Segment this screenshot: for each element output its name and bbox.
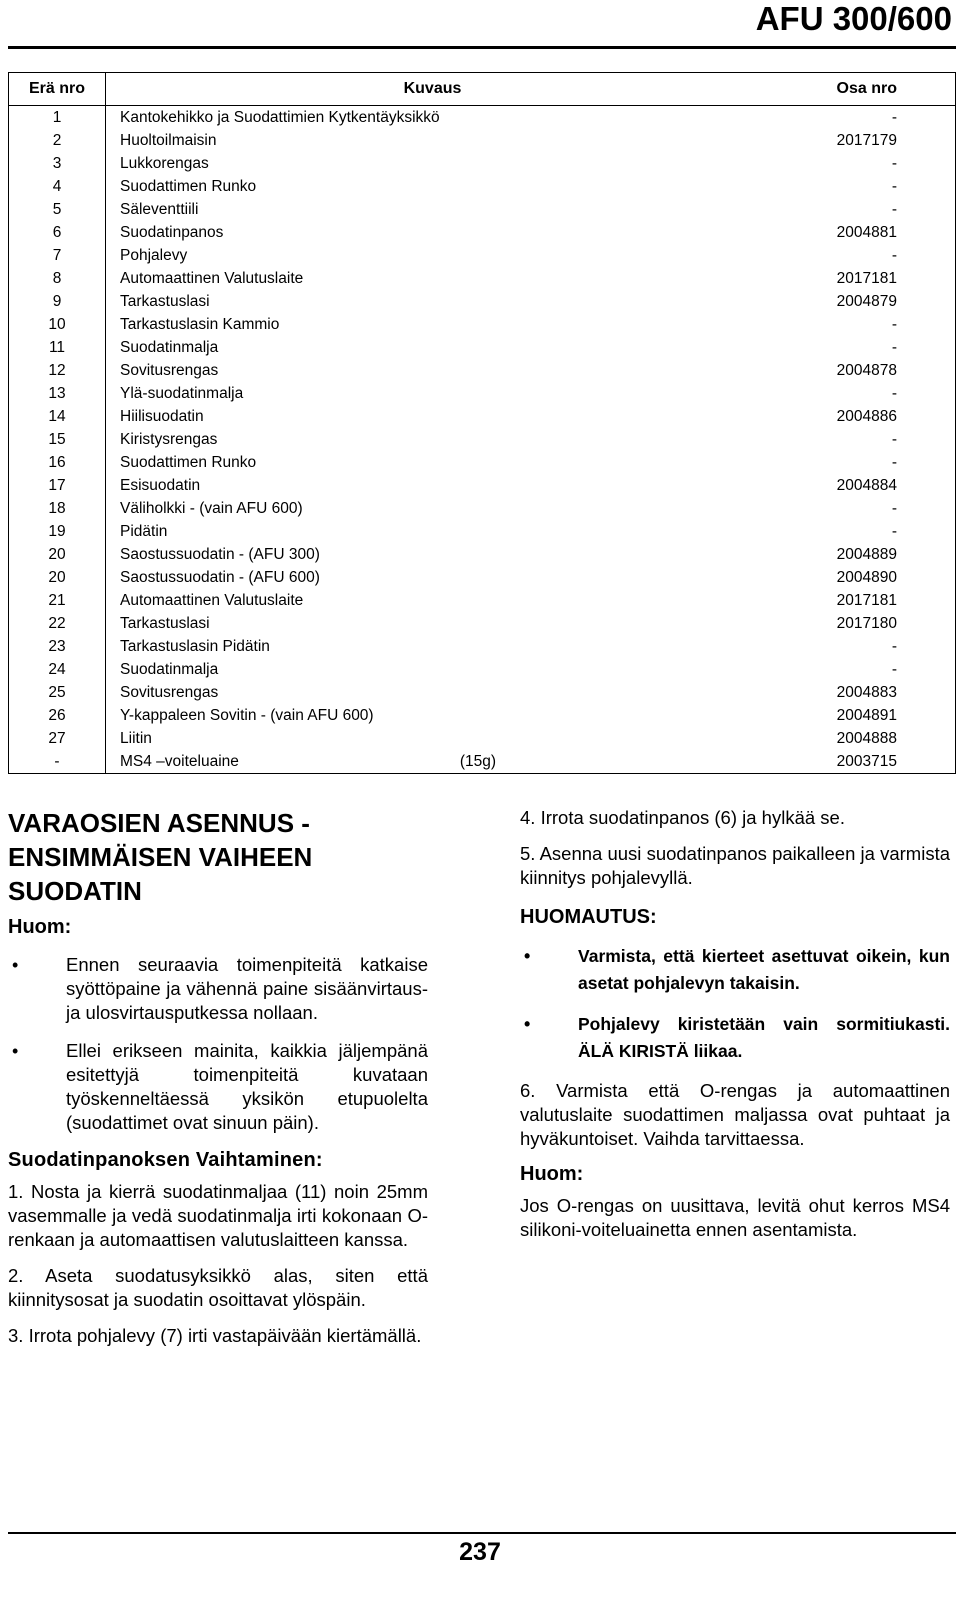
- table-row: [9, 727, 956, 750]
- description-cell: [106, 704, 747, 727]
- table-row: [9, 267, 956, 290]
- table-row: [9, 635, 956, 658]
- item-number-cell: 18: [9, 497, 106, 520]
- table-row: [9, 566, 956, 589]
- item-number-cell: 6: [9, 221, 106, 244]
- description-text: Y-kappaleen Sovitin - (vain AFU 600): [120, 706, 374, 724]
- parts-table: [8, 72, 956, 774]
- procedure-step: 3. Irrota pohjalevy (7) irti vastapäivään kiertämällä.: [8, 1325, 422, 1346]
- description-text: Saostussuodatin - (AFU 600): [120, 568, 320, 586]
- description-text: Sovitusrengas: [120, 361, 219, 379]
- column-header-part-number: Osa nro: [746, 73, 956, 106]
- part-number-cell: 2004883: [836, 683, 897, 701]
- item-number-cell: 26: [9, 704, 106, 727]
- table-row: [9, 405, 956, 428]
- list-item: [520, 943, 950, 997]
- item-number-cell: 11: [9, 336, 106, 359]
- description-cell: [106, 336, 747, 359]
- part-number-cell: 2017179: [836, 131, 897, 149]
- description-text: Suodatinpanos: [120, 223, 224, 241]
- table-row: [9, 658, 956, 681]
- description-cell: [106, 497, 747, 520]
- description-cell: [106, 428, 747, 451]
- description-cell: [106, 543, 747, 566]
- document-title: AFU 300/600: [755, 0, 952, 37]
- part-number-cell: 2017181: [836, 269, 897, 287]
- description-cell: [106, 290, 747, 313]
- parts-table-body: [9, 106, 956, 774]
- part-number-cell: -: [891, 522, 897, 540]
- description-text: Suodattimen Runko: [120, 453, 257, 471]
- note-heading: Huom:: [520, 1163, 584, 1185]
- description-text: Suodattimen Runko: [120, 177, 257, 195]
- bullet-icon: •: [12, 955, 19, 975]
- caution-list: [520, 943, 950, 1065]
- table-row: [9, 106, 956, 130]
- right-column: [520, 806, 950, 1254]
- table-row: [9, 704, 956, 727]
- item-number-cell: 15: [9, 428, 106, 451]
- description-text: Automaattinen Valutuslaite: [120, 269, 304, 287]
- part-number-cell: 2004884: [836, 476, 897, 494]
- description-cell: [106, 175, 747, 198]
- description-text: Automaattinen Valutuslaite: [120, 591, 304, 609]
- description-text: Pidätin: [120, 522, 168, 540]
- description-text: Hiilisuodatin: [120, 407, 204, 425]
- item-number-cell: 23: [9, 635, 106, 658]
- table-header-row: [9, 73, 956, 106]
- table-row: [9, 428, 956, 451]
- list-item-text: Pohjalevy kiristetään vain sormitiukasti. ÄLÄ KIRISTÄ liikaa.: [578, 1014, 950, 1061]
- procedure-step: 2. Aseta suodatusyksikkö alas, siten että kiinnitysosat ja suodatin osoittavat ylöspäin.: [8, 1265, 428, 1310]
- description-text: Sovitusrengas: [120, 683, 219, 701]
- description-text: Kiristysrengas: [120, 430, 218, 448]
- part-number-cell: -: [891, 453, 897, 471]
- list-item-text: Ennen seuraavia toimenpiteitä katkaise syöttöpaine ja vähennä paine sisäänvirtaus- ja ulosvirtausputkessa nollaan.: [66, 954, 428, 1023]
- bullet-icon: •: [12, 1041, 19, 1061]
- bullet-icon: •: [524, 1014, 531, 1034]
- part-number-cell: -: [891, 246, 897, 264]
- item-number-cell: 3: [9, 152, 106, 175]
- procedure-step: 6. Varmista että O-rengas ja automaattinen valutuslaite suodattimen maljassa ovat puhtaat ja hyväkuntoiset. Vaihda tarvittaessa.: [520, 1080, 950, 1149]
- description-cell: [106, 520, 747, 543]
- description-text: Tarkastuslasin Kammio: [120, 315, 280, 333]
- bullet-icon: •: [524, 946, 531, 966]
- item-number-cell: 21: [9, 589, 106, 612]
- part-number-cell: 2004890: [836, 568, 897, 586]
- description-cell: [106, 382, 747, 405]
- description-text: Tarkastuslasi: [120, 614, 210, 632]
- table-row: [9, 359, 956, 382]
- description-cell: [106, 681, 747, 704]
- item-number-cell: 20: [9, 543, 106, 566]
- left-column: [8, 806, 428, 1360]
- item-number-cell: 7: [9, 244, 106, 267]
- part-number-cell: -: [891, 200, 897, 218]
- item-number-cell: 2: [9, 129, 106, 152]
- description-text: Liitin: [120, 729, 152, 747]
- note-text: Jos O-rengas on uusittava, levitä ohut kerros MS4 silikoni-voiteluainetta ennen asentamista.: [520, 1195, 950, 1240]
- item-number-cell: 13: [9, 382, 106, 405]
- item-number-cell: 27: [9, 727, 106, 750]
- table-row: [9, 198, 956, 221]
- column-header-description: Kuvaus: [106, 73, 747, 106]
- description-text: Tarkastuslasi: [120, 292, 210, 310]
- list-item-text: Varmista, että kierteet asettuvat oikein, kun asetat pohjalevyn takaisin.: [578, 946, 950, 993]
- description-cell: [106, 359, 747, 382]
- table-row: [9, 451, 956, 474]
- item-number-cell: 20: [9, 566, 106, 589]
- part-number-cell: -: [891, 499, 897, 517]
- table-row: [9, 244, 956, 267]
- item-number-cell: 25: [9, 681, 106, 704]
- item-number-cell: 4: [9, 175, 106, 198]
- table-row: [9, 750, 956, 774]
- section-title: VARAOSIEN ASENNUS - ENSIMMÄISEN VAIHEEN SUODATIN: [8, 808, 313, 906]
- part-number-cell: 2004886: [836, 407, 897, 425]
- description-text: Suodatinmalja: [120, 338, 219, 356]
- item-number-cell: -: [9, 750, 106, 774]
- description-text: Esisuodatin: [120, 476, 201, 494]
- description-cell: [106, 750, 747, 774]
- item-number-cell: 12: [9, 359, 106, 382]
- part-number-cell: 2004879: [836, 292, 897, 310]
- description-cell: [106, 106, 747, 130]
- description-cell: [106, 612, 747, 635]
- description-cell: [106, 474, 747, 497]
- procedure-step: 1. Nosta ja kierrä suodatinmaljaa (11) noin 25mm vasemmalle ja vedä suodatinmalja irti kokonaan O-renkaan ja automaattisen valutuslaitteen kanssa.: [8, 1181, 428, 1250]
- footer-divider: [8, 1532, 956, 1534]
- part-number-cell: 2004888: [836, 729, 897, 747]
- description-text: Saostussuodatin - (AFU 300): [120, 545, 320, 563]
- description-cell: [106, 267, 747, 290]
- description-text: Suodatinmalja: [120, 660, 219, 678]
- table-row: [9, 589, 956, 612]
- part-number-cell: 2004881: [836, 223, 897, 241]
- item-number-cell: 10: [9, 313, 106, 336]
- header-divider: [8, 46, 956, 49]
- part-number-cell: -: [891, 154, 897, 172]
- part-number-cell: 2017180: [836, 614, 897, 632]
- description-text: Pohjalevy: [120, 246, 188, 264]
- caution-heading: HUOMAUTUS:: [520, 906, 657, 928]
- item-number-cell: 24: [9, 658, 106, 681]
- table-row: [9, 175, 956, 198]
- list-item-text: Ellei erikseen mainita, kaikkia jäljempänä esitettyjä toimenpiteitä kuvataan työskenneltäessä yksikön etupuolelta (suodattimet ovat sinuun päin).: [66, 1040, 428, 1133]
- description-text: Tarkastuslasin Pidätin: [120, 637, 270, 655]
- list-item: [520, 1011, 950, 1065]
- item-number-cell: 1: [9, 106, 106, 130]
- table-row: [9, 152, 956, 175]
- description-cell: [106, 451, 747, 474]
- note-heading: Huom:: [8, 916, 72, 938]
- item-number-cell: 16: [9, 451, 106, 474]
- list-item: [8, 953, 428, 1025]
- quantity-text: (15g): [459, 752, 496, 770]
- part-number-cell: 2003715: [836, 752, 897, 770]
- part-number-cell: -: [891, 430, 897, 448]
- table-row: [9, 313, 956, 336]
- part-number-cell: -: [891, 338, 897, 356]
- description-text: Kantokehikko ja Suodattimien Kytkentäyksikkö: [120, 108, 440, 126]
- part-number-cell: -: [891, 108, 897, 126]
- description-cell: [106, 405, 747, 428]
- item-number-cell: 8: [9, 267, 106, 290]
- description-text: Huoltoilmaisin: [120, 131, 217, 149]
- part-number-cell: -: [891, 177, 897, 195]
- item-number-cell: 9: [9, 290, 106, 313]
- part-number-cell: 2004891: [836, 706, 897, 724]
- description-cell: [106, 566, 747, 589]
- procedure-step: 5. Asenna uusi suodatinpanos paikalleen ja varmista kiinnitys pohjalevyllä.: [520, 843, 950, 888]
- description-cell: [106, 221, 747, 244]
- table-row: [9, 543, 956, 566]
- table-row: [9, 497, 956, 520]
- description-cell: [106, 589, 747, 612]
- description-cell: [106, 635, 747, 658]
- item-number-cell: 22: [9, 612, 106, 635]
- part-number-cell: -: [891, 315, 897, 333]
- table-row: [9, 221, 956, 244]
- column-header-item-number: Erä nro: [9, 73, 106, 106]
- description-cell: [106, 658, 747, 681]
- description-text: Säleventtiili: [120, 200, 199, 218]
- table-row: [9, 612, 956, 635]
- description-text: Ylä-suodatinmalja: [120, 384, 244, 402]
- description-cell: [106, 198, 747, 221]
- part-number-cell: -: [891, 660, 897, 678]
- table-row: [9, 290, 956, 313]
- table-row: [9, 520, 956, 543]
- list-item: [8, 1039, 428, 1135]
- procedure-step: 4. Irrota suodatinpanos (6) ja hylkää se.: [520, 807, 845, 828]
- part-number-cell: -: [891, 384, 897, 402]
- item-number-cell: 14: [9, 405, 106, 428]
- table-row: [9, 336, 956, 359]
- description-cell: [106, 313, 747, 336]
- item-number-cell: 19: [9, 520, 106, 543]
- procedure-heading: Suodatinpanoksen Vaihtaminen:: [8, 1149, 323, 1171]
- description-cell: [106, 244, 747, 267]
- description-cell: [106, 152, 747, 175]
- part-number-cell: 2004889: [836, 545, 897, 563]
- part-number-cell: 2004878: [836, 361, 897, 379]
- part-number-cell: 2017181: [836, 591, 897, 609]
- description-text: MS4 –voiteluaine: [120, 752, 239, 770]
- table-row: [9, 382, 956, 405]
- part-number-cell: -: [891, 637, 897, 655]
- table-row: [9, 681, 956, 704]
- table-row: [9, 474, 956, 497]
- item-number-cell: 5: [9, 198, 106, 221]
- page-number: 237: [459, 1538, 501, 1566]
- item-number-cell: 17: [9, 474, 106, 497]
- description-cell: [106, 727, 747, 750]
- table-row: [9, 129, 956, 152]
- description-text: Lukkorengas: [120, 154, 209, 172]
- description-cell: [106, 129, 747, 152]
- note-list: [8, 953, 428, 1135]
- description-text: Väliholkki - (vain AFU 600): [120, 499, 303, 517]
